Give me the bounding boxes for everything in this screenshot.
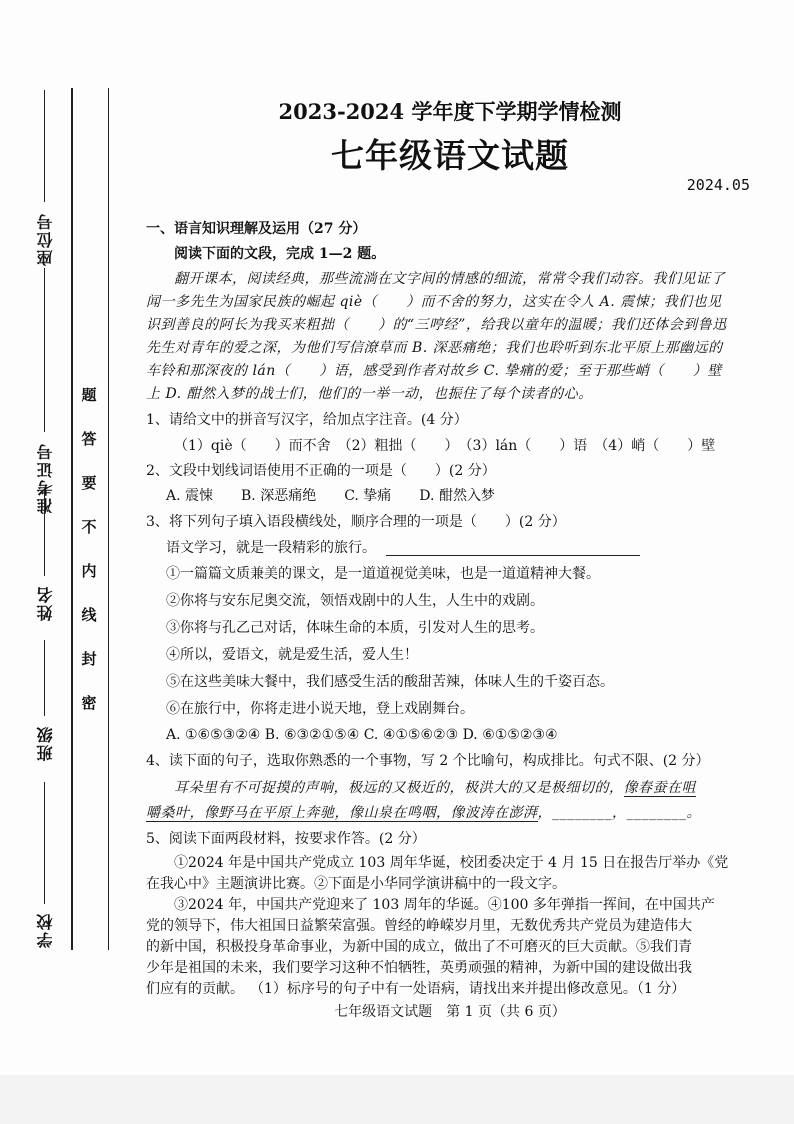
material-line: 党的领导下，伟大祖国日益繁荣富强。曾经的峥嵘岁月里，无数优秀共产党员为建造伟大 [146,918,692,934]
question-2: 2、文段中划线词语使用不正确的一项是（ ）(2 分） [146,463,496,479]
exam-id-label: 准考证号 [36,442,55,514]
question-4-text [174,777,696,800]
question-4-underlined: 像春蚕在咀 [623,780,696,796]
seal-char: 题 [81,386,97,404]
passage-line: 识到善良的阿长为我买来粗拙（ ）的“三哼经”，给我以童年的温暖；我们还体会到鲁迅 [146,317,727,333]
name-label: 姓名 [36,585,55,621]
exam-subtitle: 2023-2024 学年度下学期学情检测 [278,99,622,124]
page-footer: 七年级语文试题 第 1 页（共 6 页） [334,1004,566,1020]
material-line: 少年是祖国的未来，我们要学习这种不怕牺牲，英勇顽强的精神，为新中国的建设做出我 [146,960,692,976]
binding-line-outer [71,88,73,950]
material-line: ①2024 年是中国共产党成立 103 周年华诞，校团委决定于 4 月 15 日在报告厅举办《党 [174,855,729,871]
passage-line: 上 D. 酣然入梦的战士们，他们的一举一动，也振住了每个读者的心。 [146,386,593,402]
seal-char: 线 [81,606,97,624]
page-bottom-band [0,1075,794,1124]
question-4: 4、读下面的句子，选取你熟悉的一个事物，写 2 个比喻句，构成排比。句式不限、(2 分） [146,753,710,769]
passage-line: 翻开课本，阅读经典，那些流淌在文字间的情感的细流，常常令我们动容。我们见证了 [174,271,725,287]
question-5-sub-1: （1）标序号的句子中有一处语病，请找出来并提出修改意见。（1 分） [250,981,686,997]
question-4-underlined: 嚼桑叶，像野马在平原上奔驰，像山泉在鸣咽，像波涛在澎湃 [146,805,538,821]
seal-char: 密 [81,694,97,712]
name-field[interactable] [44,488,45,576]
school-field[interactable] [44,782,45,904]
sentence-option: ②你将与安东尼奥交流，领悟戏剧中的人生，人生中的戏剧。 [166,593,544,609]
question-3-options: A. ①⑥⑤③②④ B. ⑥③②①⑤④ C. ④①⑤⑥②③ D. ⑥①⑤②③④ [166,727,558,743]
seal-char: 内 [81,562,97,580]
seal-char: 要 [81,474,97,492]
seal-char: 不 [81,518,97,536]
seat-field[interactable] [44,90,45,202]
question-3-lead: 语文学习，就是一段精彩的旅行。 [166,540,376,556]
question-1: 1、请给文中的拼音写汉字，给加点字注音。(4 分） [146,412,468,428]
sentence-option: ⑥在旅行中，你将走进小说天地，登上戏剧舞台。 [166,701,474,717]
material-line: 们应有的贡献。 [146,981,244,997]
material-line: 在我心中》主题演讲比赛。②下面是小华同学演讲稿中的一段文字。 [146,876,566,892]
material-line: ③2024 年，中国共产党迎来了 103 周年的华诞。④100 多年弹指一挥间，在中国共产 [174,897,715,913]
sentence-option: ①一篇篇文质兼美的课文，是一道道视觉美味，也是一道道精神大餐。 [166,566,600,582]
passage-line: 车铃和那深夜的 lán（ ）语，感受到作者对故乡 C. 挚痛的爱；至于那些峭（ ）壁 [146,363,722,379]
sentence-option: ④所以，爱语文，就是爱生活，爱人生！ [166,647,418,663]
passage-line: 先生对青年的爱之深，为他们写信潦草而 B. 深恶痛绝；我们也聆听到东北平原上那幽远的 [146,340,723,356]
question-4-text [146,802,701,825]
passage-line: 闻一多先生为国家民族的崛起 qiè（ ）而不舍的努力，这实在令人 A. 震悚；我们也见 [146,294,722,310]
reading-instruction: 阅读下面的文段，完成 1—2 题。 [174,246,386,262]
sentence-option: ⑤在这些美味大餐中，我们感受生活的酸甜苦辣，体味人生的千姿百态。 [166,674,614,690]
binding-line-inner [108,88,109,950]
section-heading: 一、语言知识理解及运用（27 分） [146,221,367,237]
school-label: 学校 [36,912,55,948]
seat-label: 座位号 [36,212,55,266]
sentence-option: ③你将与孔乙己对话，体味生命的本质，引发对人生的思考。 [166,620,544,636]
exam-title: 七年级语文试题 [331,136,569,175]
question-3: 3、将下列句子填入语段横线处，顺序合理的一项是（ ）(2 分） [146,514,566,530]
class-field[interactable] [44,640,45,716]
question-3-answer-line[interactable] [386,555,640,556]
question-4-text-a: 耳朵里有不可捉摸的声响，极远的又极近的，极洪大的又是极细切的， [174,780,624,796]
question-1-items: （1）qiè（ ）而不舍 （2）粗拙（ ） （3）lán（ ）语 （4）峭（ ）壁 [174,438,716,454]
material-line: 的新中国，积极投身革命事业，为新中国的成立，做出了不可磨灭的巨大贡献。⑤我们青 [146,939,692,955]
class-label: 班级 [36,725,55,761]
seal-char: 封 [81,650,97,668]
question-5: 5、阅读下面两段材料，按要求作答。(2 分） [146,831,426,847]
seal-char: 答 [81,430,97,448]
question-2-options: A. 震悚 B. 深恶痛绝 C. 挚痛 D. 酣然入梦 [166,488,495,504]
question-4-blanks[interactable]: ，________，________。 [537,805,701,821]
exam-date: 2024.05 [686,176,750,194]
exam-id-field[interactable] [44,268,45,432]
